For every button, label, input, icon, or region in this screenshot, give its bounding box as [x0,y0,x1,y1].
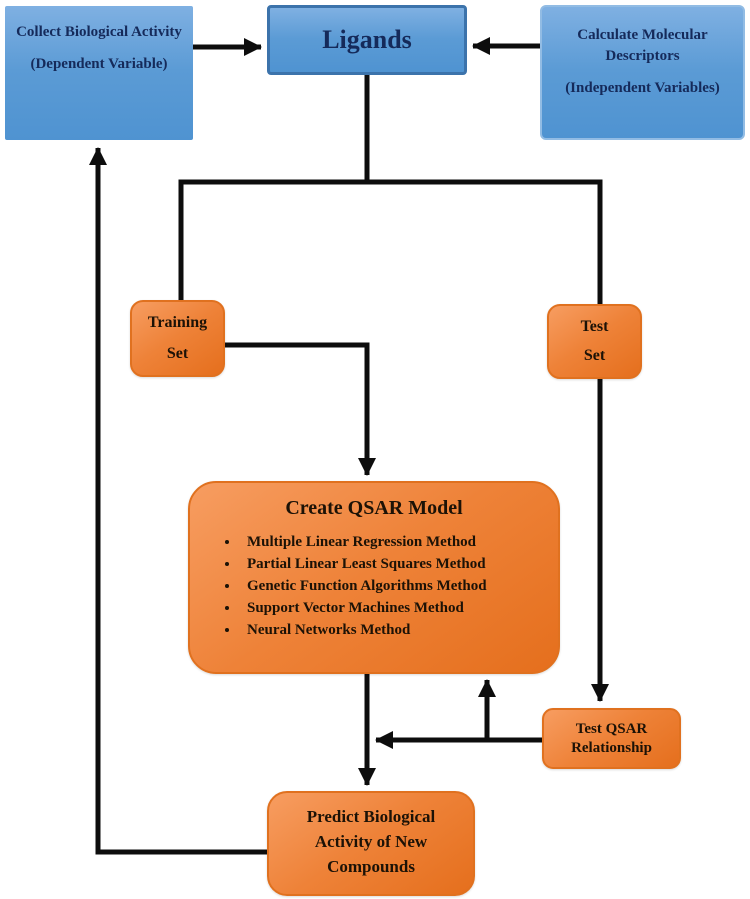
node-calculate-molecular-descriptors [540,5,745,140]
test-rel-line1: Test QSAR [575,720,648,737]
calculate-subtitle: (Independent Variables) [565,80,720,96]
node-training-set [130,300,225,377]
qsar-title: Create QSAR Model [285,497,463,519]
qsar-method-item: • Genetic Function Algorithms Method [240,575,558,597]
node-test-qsar-relationship [542,708,681,769]
node-create-qsar-model [188,481,560,674]
ligands-label: Ligands [322,25,412,54]
node-predict-biological-activity [267,791,475,896]
collect-subtitle: (Dependent Variable) [30,56,168,72]
predict-label: Predict Biological Activity of New Compounds [306,807,436,876]
calculate-title: Calculate Molecular Descriptors [577,27,708,64]
qsar-method-item: • Neural Networks Method [240,619,558,641]
edge-training-to-qsar [225,345,367,475]
qsar-method-item: • Support Vector Machines Method [240,597,558,619]
test-set-line1: Test [580,317,609,335]
qsar-method-item: • Partial Linear Least Squares Method [240,553,558,575]
edge-split-training-test [181,182,600,306]
training-set-line2: Set [166,344,189,362]
node-test-set [547,304,642,379]
node-collect-biological-activity [5,6,193,140]
test-set-line2: Set [583,347,606,365]
qsar-method-item: • Multiple Linear Regression Method [240,531,558,553]
test-rel-line2: Relationship [571,739,652,756]
qsar-method-list [190,531,558,641]
training-set-line1: Training [147,314,208,332]
node-ligands [267,5,467,75]
collect-title: Collect Biological Activity [16,24,182,40]
